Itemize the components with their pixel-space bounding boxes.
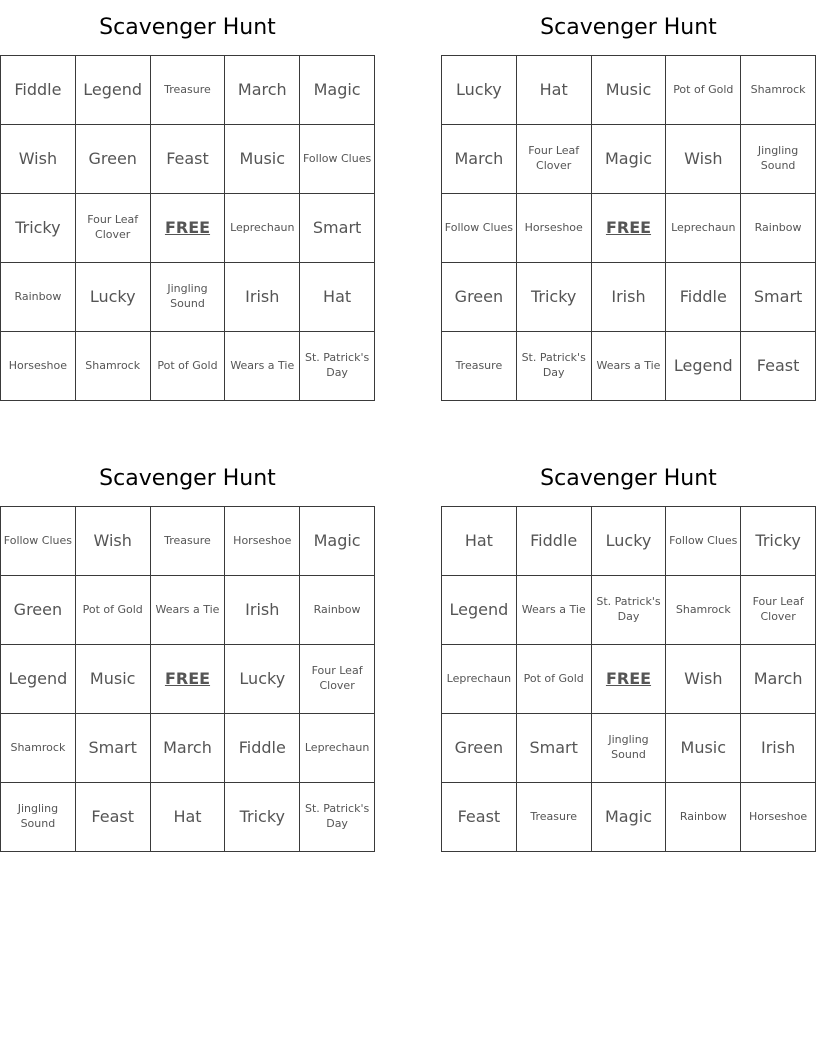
bingo-cell: Jingling Sound (150, 263, 225, 332)
bingo-cell: Irish (741, 714, 816, 783)
bingo-cell: Hat (516, 56, 591, 125)
bingo-cell: Lucky (75, 263, 150, 332)
grid-row (1, 125, 375, 194)
bingo-cell: Legend (75, 56, 150, 125)
grid-row (1, 507, 375, 576)
grid-row (442, 263, 816, 332)
bingo-cell: Feast (442, 783, 517, 852)
bingo-cell: Treasure (150, 56, 225, 125)
bingo-cell: Magic (300, 56, 375, 125)
grid-row (442, 56, 816, 125)
bingo-cell: Leprechaun (225, 194, 300, 263)
bingo-cell: Hat (150, 783, 225, 852)
bingo-grid (441, 506, 816, 852)
card-title: Scavenger Hunt (99, 466, 276, 491)
bingo-cell: March (150, 714, 225, 783)
bingo-cell: Lucky (591, 507, 666, 576)
bingo-cell: St. Patrick's Day (300, 332, 375, 401)
grid-row (1, 576, 375, 645)
bingo-cell: Wears a Tie (225, 332, 300, 401)
bingo-cell: Horseshoe (516, 194, 591, 263)
bingo-cell: Wish (666, 125, 741, 194)
grid-row (442, 576, 816, 645)
bingo-cell: Wears a Tie (516, 576, 591, 645)
bingo-cell: Jingling Sound (741, 125, 816, 194)
bingo-cell: Wears a Tie (150, 576, 225, 645)
bingo-cell: Rainbow (300, 576, 375, 645)
bingo-cell: Feast (75, 783, 150, 852)
grid-row (1, 714, 375, 783)
bingo-cell: Four Leaf Clover (741, 576, 816, 645)
grid-row (442, 783, 816, 852)
bingo-grid (441, 55, 816, 401)
bingo-cell: Four Leaf Clover (300, 645, 375, 714)
bingo-cell: Tricky (741, 507, 816, 576)
bingo-cell: Green (442, 714, 517, 783)
bingo-grid (0, 506, 375, 852)
bingo-cell: Treasure (516, 783, 591, 852)
grid-row (1, 56, 375, 125)
bingo-cell: Hat (442, 507, 517, 576)
bingo-cell: Tricky (1, 194, 76, 263)
bingo-cell: Jingling Sound (591, 714, 666, 783)
grid-row (442, 194, 816, 263)
bingo-cell: Smart (75, 714, 150, 783)
bingo-cell: Magic (591, 783, 666, 852)
bingo-card-3 (0, 451, 375, 852)
bingo-cell: Smart (741, 263, 816, 332)
free-space-cell: FREE (150, 194, 225, 263)
grid-row (442, 714, 816, 783)
bingo-cell: Shamrock (741, 56, 816, 125)
bingo-cell: Lucky (442, 56, 517, 125)
bingo-cell: Tricky (225, 783, 300, 852)
bingo-cell: Leprechaun (300, 714, 375, 783)
bingo-cell: Horseshoe (1, 332, 76, 401)
bingo-cell: Treasure (442, 332, 517, 401)
bingo-cell: Wish (666, 645, 741, 714)
bingo-cell: Follow Clues (300, 125, 375, 194)
grid-row (442, 125, 816, 194)
bingo-cell: Fiddle (1, 56, 76, 125)
bingo-cell: Feast (741, 332, 816, 401)
card-title: Scavenger Hunt (99, 15, 276, 40)
free-space-cell: FREE (591, 645, 666, 714)
bingo-cell: Shamrock (75, 332, 150, 401)
bingo-cell: March (741, 645, 816, 714)
bingo-cell: Green (75, 125, 150, 194)
bingo-cell: Jingling Sound (1, 783, 76, 852)
bingo-cell: Pot of Gold (75, 576, 150, 645)
grid-row (1, 645, 375, 714)
bingo-cell: Smart (516, 714, 591, 783)
bingo-cell: Treasure (150, 507, 225, 576)
bingo-cell: Legend (666, 332, 741, 401)
bingo-cell: Leprechaun (666, 194, 741, 263)
bingo-cell: Follow Clues (666, 507, 741, 576)
bingo-cell: Wish (75, 507, 150, 576)
bingo-cell: Magic (591, 125, 666, 194)
grid-row (1, 263, 375, 332)
bingo-cell: Four Leaf Clover (516, 125, 591, 194)
bingo-card-1 (0, 0, 375, 401)
bingo-cell: St. Patrick's Day (300, 783, 375, 852)
card-title: Scavenger Hunt (540, 15, 717, 40)
bingo-cell: Music (591, 56, 666, 125)
bingo-cell: Wears a Tie (591, 332, 666, 401)
grid-row (1, 332, 375, 401)
bingo-cell: Tricky (516, 263, 591, 332)
bingo-cell: Horseshoe (741, 783, 816, 852)
bingo-cell: Magic (300, 507, 375, 576)
bingo-cell: Music (75, 645, 150, 714)
bingo-cell: Green (1, 576, 76, 645)
grid-row (442, 332, 816, 401)
bingo-cell: Hat (300, 263, 375, 332)
bingo-cell: Fiddle (516, 507, 591, 576)
bingo-cell: Shamrock (666, 576, 741, 645)
bingo-cell: Rainbow (666, 783, 741, 852)
bingo-cell: Green (442, 263, 517, 332)
bingo-cell: Fiddle (225, 714, 300, 783)
bingo-cell: Irish (225, 263, 300, 332)
bingo-cell: Follow Clues (1, 507, 76, 576)
bingo-cell: Legend (1, 645, 76, 714)
free-space-cell: FREE (150, 645, 225, 714)
free-space-cell: FREE (591, 194, 666, 263)
bingo-cell: Wish (1, 125, 76, 194)
bingo-cell: Fiddle (666, 263, 741, 332)
bingo-cell: Music (225, 125, 300, 194)
bingo-cell: Leprechaun (442, 645, 517, 714)
bingo-cell: Feast (150, 125, 225, 194)
bingo-cell: Pot of Gold (516, 645, 591, 714)
bingo-cell: Horseshoe (225, 507, 300, 576)
bingo-cell: Smart (300, 194, 375, 263)
bingo-cell: Shamrock (1, 714, 76, 783)
bingo-cell: Music (666, 714, 741, 783)
bingo-cell: Lucky (225, 645, 300, 714)
bingo-cell: Follow Clues (442, 194, 517, 263)
bingo-cell: Legend (442, 576, 517, 645)
bingo-cell: St. Patrick's Day (591, 576, 666, 645)
bingo-cell: March (225, 56, 300, 125)
bingo-card-2 (441, 0, 816, 401)
grid-row (1, 783, 375, 852)
bingo-cell: St. Patrick's Day (516, 332, 591, 401)
card-title: Scavenger Hunt (540, 466, 717, 491)
bingo-cell: Pot of Gold (150, 332, 225, 401)
bingo-cell: Irish (591, 263, 666, 332)
bingo-cell: March (442, 125, 517, 194)
bingo-card-4 (441, 451, 816, 852)
grid-row (1, 194, 375, 263)
bingo-grid (0, 55, 375, 401)
grid-row (442, 645, 816, 714)
bingo-cell: Rainbow (741, 194, 816, 263)
bingo-cell: Rainbow (1, 263, 76, 332)
bingo-cell: Irish (225, 576, 300, 645)
grid-row (442, 507, 816, 576)
bingo-cell: Pot of Gold (666, 56, 741, 125)
bingo-cell: Four Leaf Clover (75, 194, 150, 263)
